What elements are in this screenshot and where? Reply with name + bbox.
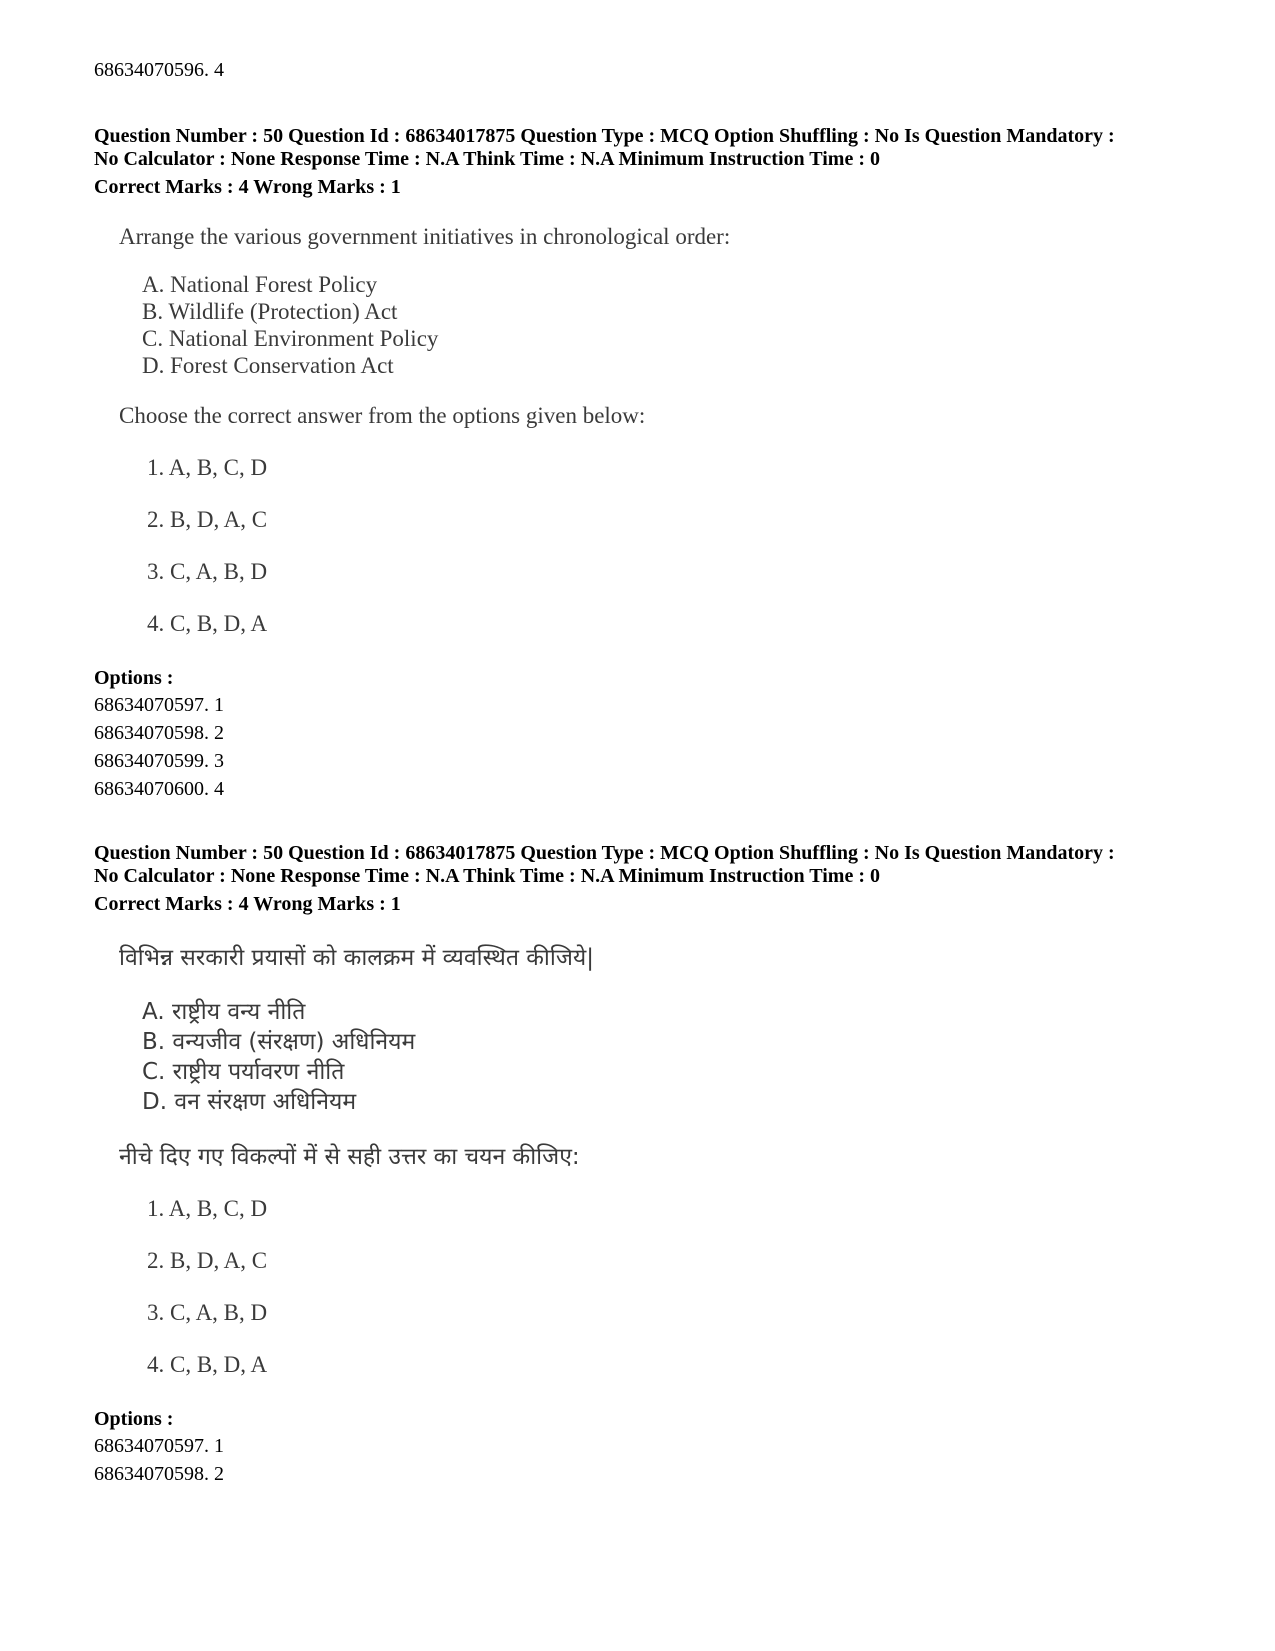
question-header-line-1: Question Number : 50 Question Id : 68634017875 Question Type : MCQ Option Shuffling : No Is Question Mandatory : xyxy=(94,125,1115,147)
options-label: Options : xyxy=(94,667,174,689)
answer-choice: 3. C, A, B, D xyxy=(147,1300,268,1325)
previous-option-line: 68634070596. 4 xyxy=(94,59,224,81)
option-id-line: 68634070597. 1 xyxy=(94,1435,224,1457)
answer-prompt: नीचे दिए गए विकल्पों में से सही उत्तर का चयन कीजिए: xyxy=(119,1144,580,1170)
statement-item: B. Wildlife (Protection) Act xyxy=(142,299,398,324)
option-id-line: 68634070600. 4 xyxy=(94,778,224,800)
answer-prompt: Choose the correct answer from the options given below: xyxy=(119,403,646,428)
option-id-line: 68634070598. 2 xyxy=(94,1463,224,1485)
marks-line: Correct Marks : 4 Wrong Marks : 1 xyxy=(94,893,401,915)
options-label: Options : xyxy=(94,1408,174,1430)
question-text: विभिन्न सरकारी प्रयासों को कालक्रम में व्यवस्थित कीजिये| xyxy=(119,945,594,971)
answer-choice: 2. B, D, A, C xyxy=(147,1248,268,1273)
answer-choice: 4. C, B, D, A xyxy=(147,611,268,636)
answer-choice: 4. C, B, D, A xyxy=(147,1352,268,1377)
answer-choice: 2. B, D, A, C xyxy=(147,507,268,532)
statement-item: D. Forest Conservation Act xyxy=(142,353,394,378)
question-header-line-2: No Calculator : None Response Time : N.A Think Time : N.A Minimum Instruction Time : 0 xyxy=(94,865,880,887)
option-id-line: 68634070597. 1 xyxy=(94,694,224,716)
answer-choice: 3. C, A, B, D xyxy=(147,559,268,584)
answer-choice: 1. A, B, C, D xyxy=(147,1196,268,1221)
statement-item: A. राष्ट्रीय वन्य नीति xyxy=(142,999,306,1025)
question-text: Arrange the various government initiatives in chronological order: xyxy=(119,224,731,249)
statement-item: A. National Forest Policy xyxy=(142,272,378,297)
option-id-line: 68634070599. 3 xyxy=(94,750,224,772)
question-header-line-1: Question Number : 50 Question Id : 68634017875 Question Type : MCQ Option Shuffling : No Is Question Mandatory : xyxy=(94,842,1115,864)
statement-item: D. वन संरक्षण अधिनियम xyxy=(142,1089,357,1115)
question-header-line-2: No Calculator : None Response Time : N.A Think Time : N.A Minimum Instruction Time : 0 xyxy=(94,148,880,170)
statement-item: C. National Environment Policy xyxy=(142,326,439,351)
marks-line: Correct Marks : 4 Wrong Marks : 1 xyxy=(94,176,401,198)
answer-choice: 1. A, B, C, D xyxy=(147,455,268,480)
option-id-line: 68634070598. 2 xyxy=(94,722,224,744)
statement-item: B. वन्यजीव (संरक्षण) अधिनियम xyxy=(142,1029,416,1055)
statement-item: C. राष्ट्रीय पर्यावरण नीति xyxy=(142,1059,345,1085)
